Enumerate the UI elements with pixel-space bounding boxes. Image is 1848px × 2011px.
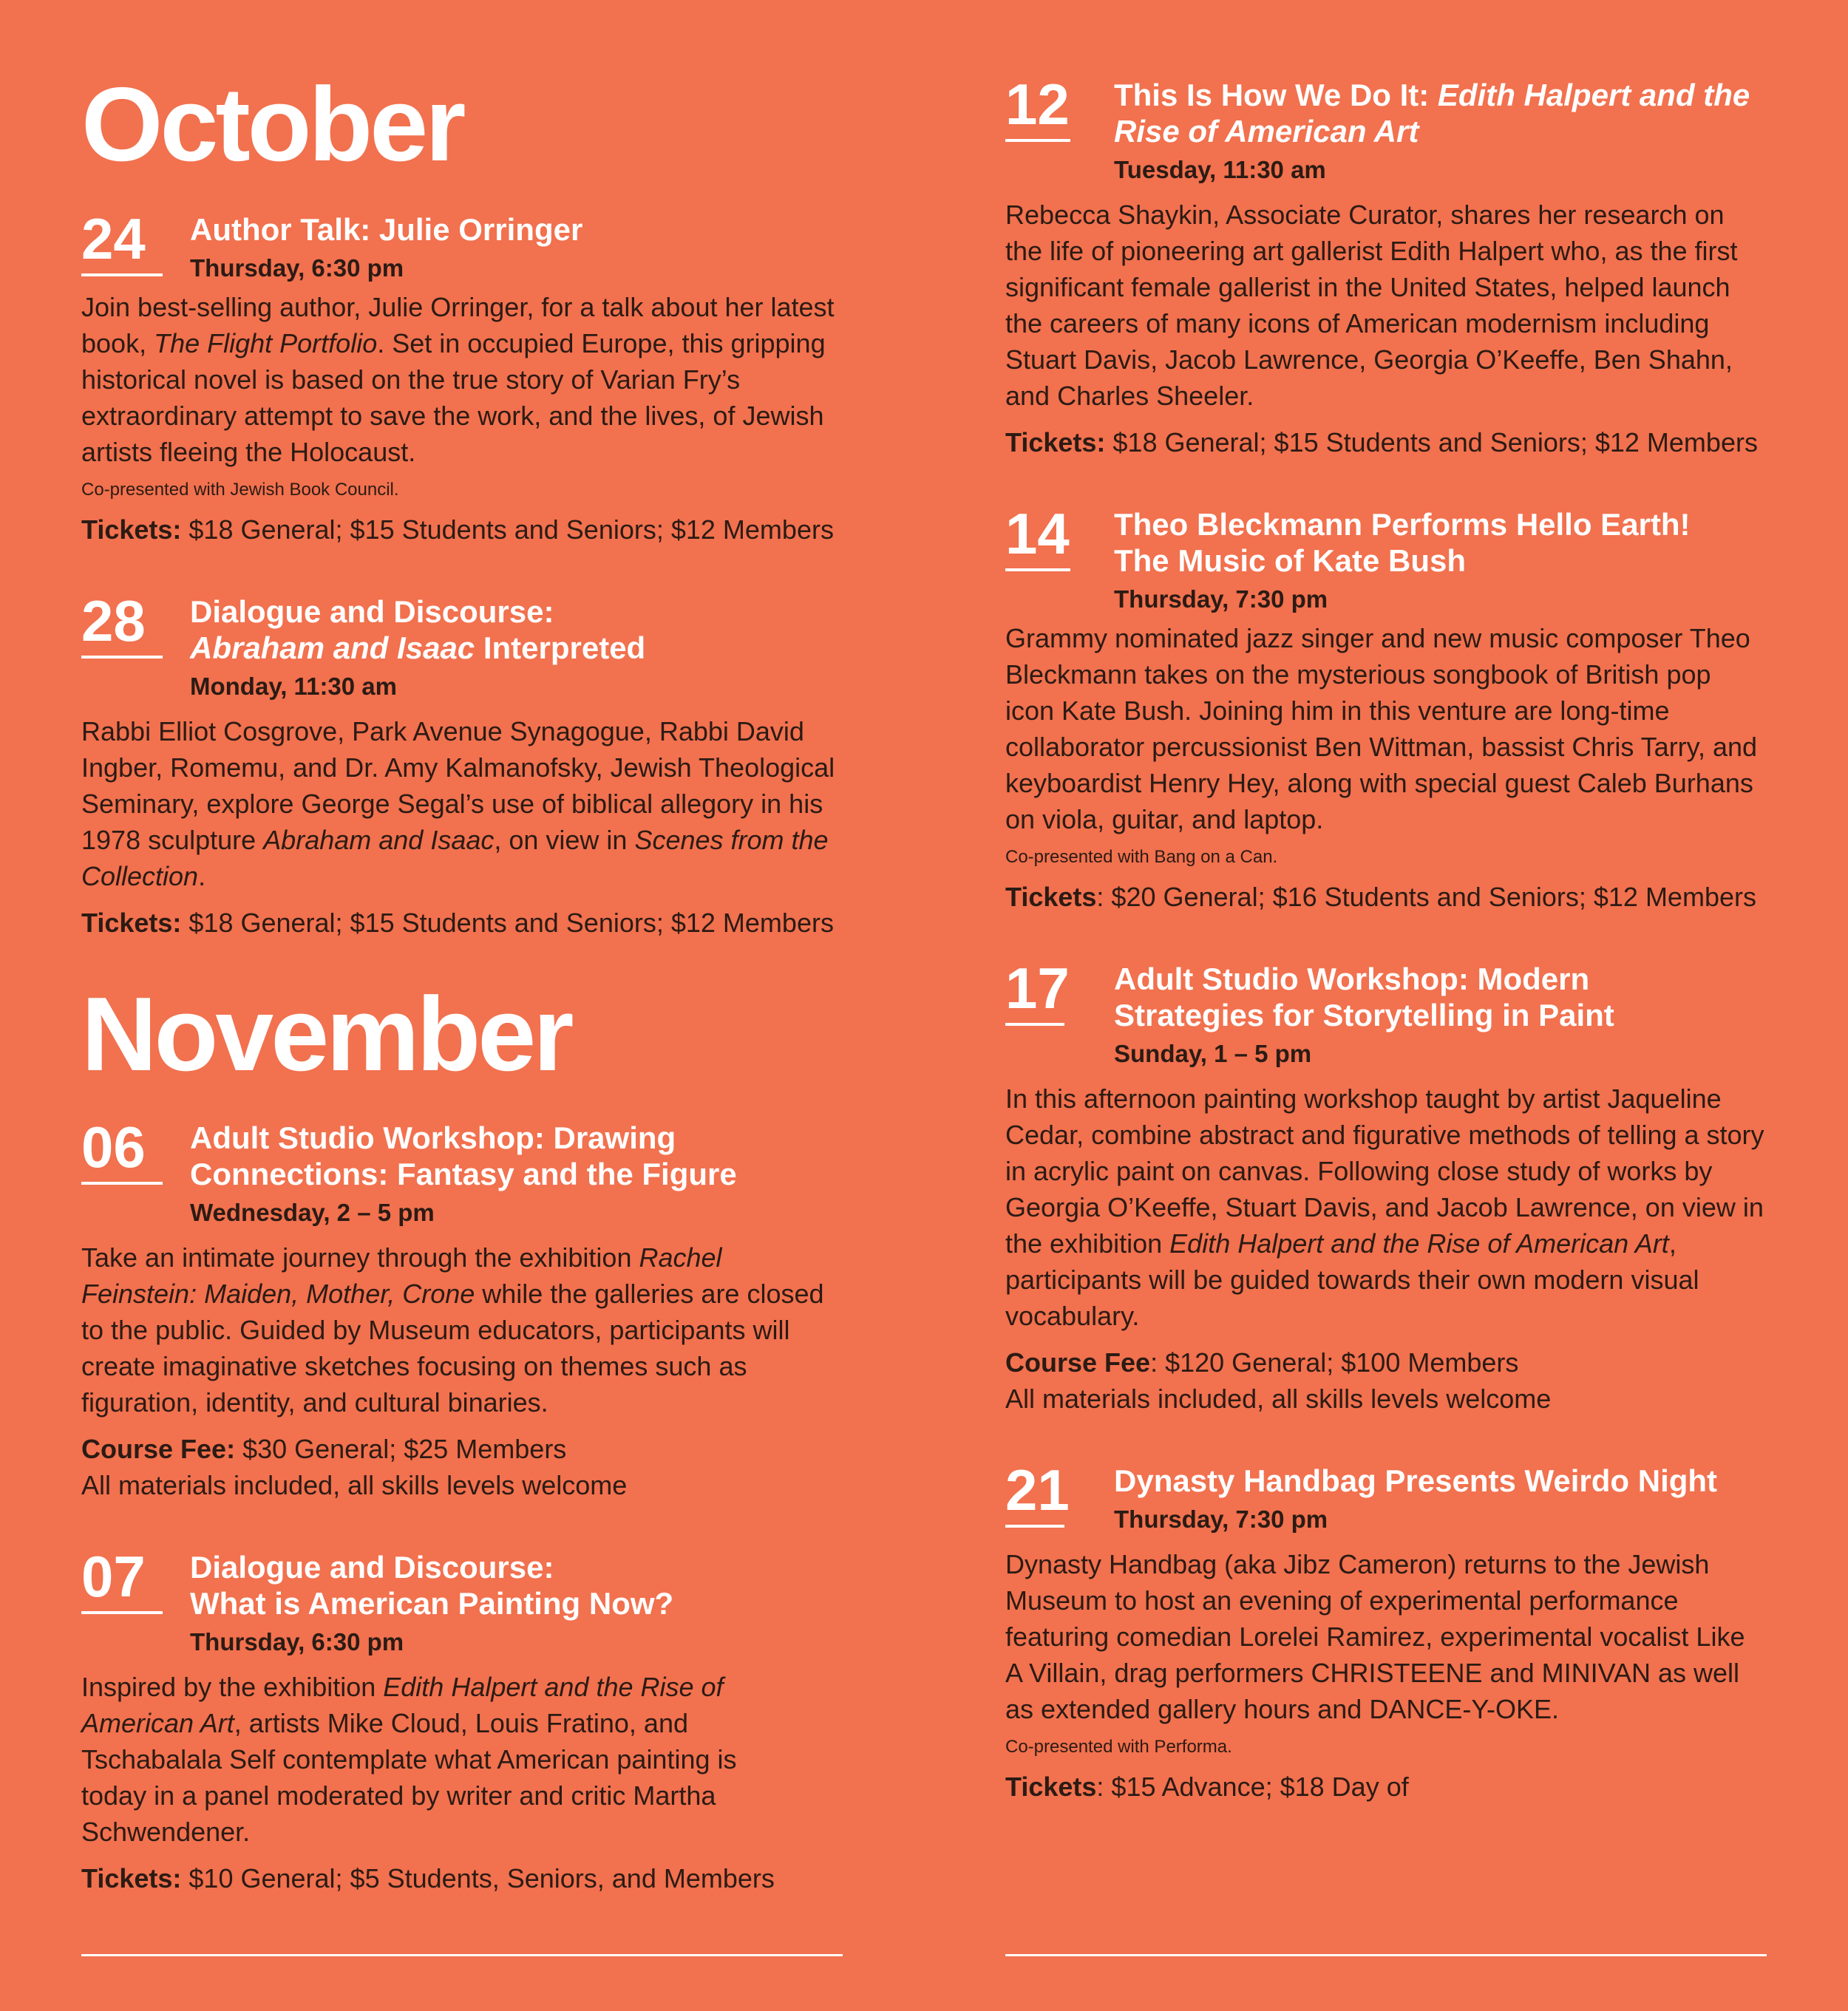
event-oct-24 xyxy=(81,206,843,548)
fee-label: Course Fee: xyxy=(81,1434,236,1464)
event-day: 12 xyxy=(1005,75,1070,142)
event-nov-21 xyxy=(1005,1457,1767,1805)
event-description xyxy=(81,289,843,470)
event-nov-14 xyxy=(1005,501,1767,915)
title-text: Dialogue and Discourse: xyxy=(190,1550,554,1585)
tickets-value: $18 General; $15 Students and Seniors; $12 Members xyxy=(181,908,834,938)
fee-label: Course Fee xyxy=(1005,1347,1151,1378)
event-title xyxy=(190,593,843,666)
event-time: Sunday, 1 – 5 pm xyxy=(1114,1040,1312,1067)
description-text: In this afternoon painting workshop taught by artist Jaqueline Cedar, combine abstract and figurative methods of telling a story in acrylic paint on canvas. Following close study of works by Georgia O’Keeffe, Stuart Davis, and Jacob Lawrence, on view in the exhibition xyxy=(1005,1083,1764,1259)
title-italic: Edith Halpert and the Rise of American Art xyxy=(1114,78,1750,149)
month-heading-november: November xyxy=(81,976,571,1093)
course-fee xyxy=(1005,1344,1767,1381)
event-header xyxy=(1005,501,1767,616)
book-title: The Flight Portfolio xyxy=(154,328,378,358)
description-text: Take an intimate journey through the exhibition xyxy=(81,1242,639,1273)
event-day: 21 xyxy=(1005,1461,1064,1528)
event-title xyxy=(190,1549,843,1622)
event-description xyxy=(1005,1081,1767,1334)
event-day: 07 xyxy=(81,1548,163,1614)
co-presenter-note: Co-presented with Bang on a Can. xyxy=(1005,847,1278,867)
event-title: Author Talk: Julie Orringer xyxy=(190,212,583,247)
right-column xyxy=(1005,72,1767,1805)
exhibition-title: Edith Halpert and the Rise of American Art xyxy=(81,1672,724,1738)
event-time: Thursday, 6:30 pm xyxy=(190,254,404,282)
event-title: Dynasty Handbag Presents Weirdo Night xyxy=(1114,1463,1718,1498)
tickets-label: Tickets: xyxy=(1005,427,1106,457)
event-title: Theo Bleckmann Performs Hello Earth! The Music of Kate Bush xyxy=(1114,507,1691,578)
title-italic: Abraham and Isaac xyxy=(190,630,475,665)
footer-rule-left xyxy=(81,1954,843,1956)
event-nov-06 xyxy=(81,1115,843,1503)
description-text: . Set in occupied Europe, this gripping historical novel is based on the true story of Varian Fry’s extraordinary attempt to save the work, and the lives, of Jewish artists fleeing the Holocaust. xyxy=(81,328,826,467)
event-oct-28 xyxy=(81,588,843,941)
co-presenter-note: Co-presented with Jewish Book Council. xyxy=(81,480,399,500)
event-time: Monday, 11:30 am xyxy=(190,673,398,700)
event-time: Thursday, 7:30 pm xyxy=(1114,1505,1328,1533)
ticket-prices xyxy=(1005,424,1767,460)
co-presenter-note: Co-presented with Performa. xyxy=(1005,1737,1232,1757)
event-nov-17 xyxy=(1005,956,1767,1417)
fee-value: $30 General; $25 Members xyxy=(235,1434,567,1464)
event-day: 06 xyxy=(81,1118,163,1185)
event-time: Wednesday, 2 – 5 pm xyxy=(190,1199,435,1226)
event-header xyxy=(1005,72,1767,186)
course-fee xyxy=(81,1431,843,1467)
event-description xyxy=(81,1239,843,1420)
event-header xyxy=(81,1115,843,1229)
exhibition-title: Edith Halpert and the Rise of American Art xyxy=(1169,1228,1669,1259)
tickets-label: Tickets xyxy=(1005,1772,1097,1802)
event-header xyxy=(81,588,843,703)
event-time: Thursday, 7:30 pm xyxy=(1114,585,1328,613)
event-description xyxy=(81,713,843,894)
description-text: , participants will be guided towards their own modern visual vocabulary. xyxy=(1005,1228,1699,1331)
event-day: 28 xyxy=(81,592,163,659)
ticket-prices xyxy=(1005,879,1767,915)
tickets-label: Tickets xyxy=(1005,882,1097,912)
description-text: Rabbi Elliot Cosgrove, Park Avenue Synagogue, Rabbi David Ingber, Romemu, and Dr. Amy Kalmanofsky, Jewish Theological Seminary, explore George Segal’s use of biblical allegory in his 1978 sculpture xyxy=(81,716,835,855)
exhibition-title: Scenes from the Collection xyxy=(81,825,829,891)
event-title: Adult Studio Workshop: Modern Strategies for Storytelling in Paint xyxy=(1114,962,1614,1032)
description-text: while the galleries are closed to the public. Guided by Museum educators, participants will create imaginative sketches focusing on themes such as figuration, identity, and cultural binaries. xyxy=(81,1279,824,1418)
event-nov-07 xyxy=(81,1544,843,1896)
title-text: Dialogue and Discourse: xyxy=(190,594,554,629)
exhibition-title: Rachel Feinstein: Maiden, Mother, Crone xyxy=(81,1242,722,1309)
event-header xyxy=(81,1544,843,1658)
event-day: 17 xyxy=(1005,959,1064,1026)
event-description xyxy=(81,1669,843,1850)
tickets-value: : $20 General; $16 Students and Seniors; $12 Members xyxy=(1096,882,1756,912)
event-header xyxy=(1005,956,1767,1070)
ticket-prices xyxy=(81,1860,843,1896)
footer-rule-right xyxy=(1005,1954,1767,1956)
tickets-value: $18 General; $15 Students and Seniors; $12 Members xyxy=(181,514,834,545)
month-heading-october: October xyxy=(81,66,463,183)
event-description: Rebecca Shaykin, Associate Curator, shares her research on the life of pioneering art gallerist Edith Halpert who, as the first significant female gallerist in the United States, helped launch the careers of many icons of American modernism including Stuart Davis, Jacob Lawrence, Georgia O’Keeffe, Ben Shahn, and Charles Sheeler. xyxy=(1005,200,1738,411)
ticket-prices xyxy=(81,905,843,941)
ticket-prices xyxy=(1005,1769,1767,1805)
event-header xyxy=(1005,1457,1767,1536)
artwork-title: Abraham and Isaac xyxy=(263,825,495,855)
fee-value: : $120 General; $100 Members xyxy=(1150,1347,1519,1378)
tickets-label: Tickets: xyxy=(81,908,182,938)
description-text: . xyxy=(198,861,206,891)
tickets-label: Tickets: xyxy=(81,1863,182,1893)
event-description: Grammy nominated jazz singer and new music composer Theo Bleckmann takes on the mysterious songbook of British pop icon Kate Bush. Joining him in this venture are long-time collaborator percussionist Ben Wittman, bassist Chris Tarry, and keyboardist Henry Hey, along with special guest Caleb Burhans on viola, guitar, and laptop. xyxy=(1005,623,1758,834)
materials-note: All materials included, all skills levels welcome xyxy=(81,1470,628,1500)
event-title: Adult Studio Workshop: Drawing Connections: Fantasy and the Figure xyxy=(190,1120,737,1191)
ticket-prices xyxy=(81,511,843,548)
event-time: Tuesday, 11:30 am xyxy=(1114,156,1326,183)
tickets-label: Tickets: xyxy=(81,514,182,545)
left-column xyxy=(81,0,843,1896)
event-time: Thursday, 6:30 pm xyxy=(190,1628,404,1656)
tickets-value: $18 General; $15 Students and Seniors; $12 Members xyxy=(1105,427,1758,457)
description-text: Join best-selling author, Julie Orringer, for a talk about her latest book, xyxy=(81,292,835,358)
event-day: 24 xyxy=(81,210,163,276)
description-text: , artists Mike Cloud, Louis Fratino, and Tschabalala Self contemplate what American painting is today in a panel moderated by writer and critic Martha Schwendener. xyxy=(81,1708,737,1847)
event-description: Dynasty Handbag (aka Jibz Cameron) returns to the Jewish Museum to host an evening of experimental performance featuring comedian Lorelei Ramirez, experimental vocalist Like A Villain, drag performers CHRISTEENE and MINIVAN as well as extended gallery hours and DANCE-Y-OKE. xyxy=(1005,1549,1745,1724)
event-header xyxy=(81,206,843,285)
event-nov-12 xyxy=(1005,72,1767,460)
tickets-value: : $15 Advance; $18 Day of xyxy=(1096,1772,1409,1802)
description-text: , on view in xyxy=(494,825,635,855)
materials-note: All materials included, all skills levels welcome xyxy=(1005,1384,1552,1414)
event-title xyxy=(1114,77,1767,149)
description-text: Inspired by the exhibition xyxy=(81,1672,384,1702)
title-text: This Is How We Do It: xyxy=(1114,78,1438,112)
title-text: Interpreted xyxy=(475,630,646,665)
event-day: 14 xyxy=(1005,505,1070,571)
title-text: What is American Painting Now? xyxy=(190,1586,674,1621)
tickets-value: $10 General; $5 Students, Seniors, and Members xyxy=(181,1863,775,1893)
